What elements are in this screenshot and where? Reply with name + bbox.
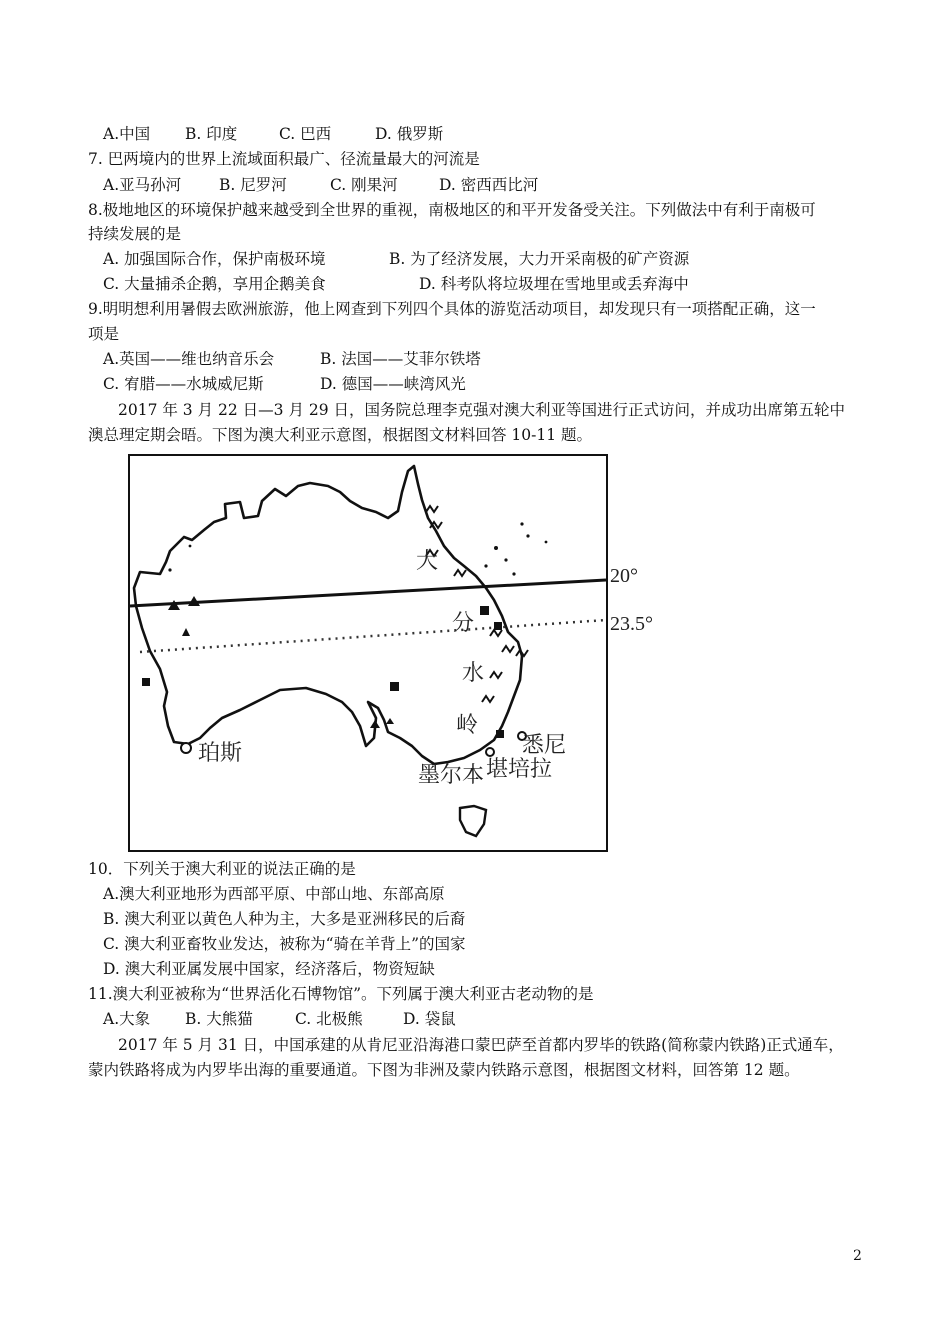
q10-option-c: C. 澳大利亚畜牧业发达，被称为“骑在羊背上”的国家 bbox=[103, 935, 466, 953]
q6-option-d: D. 俄罗斯 bbox=[375, 125, 444, 143]
q10-stem: 10．下列关于澳大利亚的说法正确的是 bbox=[88, 860, 356, 878]
q8-option-d: D. 科考队将垃圾埋在雪地里或丢弃海中 bbox=[419, 275, 689, 293]
q11-option-a: A.大象 bbox=[103, 1010, 151, 1028]
map-label-fen: 分 bbox=[452, 611, 475, 636]
q7-stem: 7. 巴两境内的世界上流域面积最广、径流量最大的河流是 bbox=[88, 150, 480, 168]
tasmania-outline bbox=[460, 806, 486, 836]
q9-options-row2 bbox=[103, 374, 466, 394]
latitude-20-line bbox=[130, 580, 606, 606]
intro2-line2: 蒙内铁路将成为内罗毕出海的重要通道。下图为非洲及蒙内铁路示意图，根据图文材料，回答第 12 题。 bbox=[88, 1061, 800, 1079]
island-dots bbox=[168, 522, 547, 575]
q11-option-d: D. 袋鼠 bbox=[403, 1010, 456, 1028]
q6-options bbox=[103, 124, 443, 144]
q7-option-a: A.亚马孙河 bbox=[103, 176, 182, 194]
intro2-line1: 2017 年 5 月 31 日，中国承建的从肯尼亚沿海港口蒙巴萨至首都内罗毕的铁路(简称蒙内铁路)正式通车， bbox=[118, 1036, 844, 1054]
q8-option-c: C. 大量捕杀企鹅，享用企鹅美食 bbox=[103, 275, 326, 293]
q11-options bbox=[103, 1009, 456, 1029]
q10-option-a: A.澳大利亚地形为西部平原、中部山地、东部高原 bbox=[103, 885, 445, 903]
mineral-squares bbox=[142, 606, 504, 738]
q8-stem-line1: 8.极地地区的环境保护越来越受到全世界的重视，南极地区的和平开发备受关注。下列做法中有利于南极可 bbox=[88, 201, 816, 219]
q9-stem-line2: 项是 bbox=[88, 325, 120, 343]
q11-stem: 11.澳大利亚被称为“世界活化石博物馆”。下列属于澳大利亚古老动物的是 bbox=[88, 985, 594, 1003]
q9-stem-line1: 9.明明想利用暑假去欧洲旅游，他上网查到下列四个具体的游览活动项目，却发现只有一项搭配正确，这一 bbox=[88, 300, 816, 318]
map-label-sydney: 悉尼 bbox=[522, 733, 567, 758]
map-label-canberra: 堪培拉 bbox=[486, 757, 553, 782]
intro1-line2: 澳总理定期会晤。下图为澳大利亚示意图，根据图文材料回答 10-11 题。 bbox=[88, 426, 593, 444]
q6-option-a: A.中国 bbox=[103, 125, 151, 143]
q10-option-d: D. 澳大利亚属发展中国家，经济落后，物资短缺 bbox=[103, 960, 435, 978]
page-number: 2 bbox=[853, 1248, 862, 1264]
q11-option-b: B. 大熊猫 bbox=[185, 1010, 253, 1028]
australia-map-svg bbox=[130, 456, 606, 850]
q6-option-c: C. 巴西 bbox=[279, 125, 332, 143]
q7-options bbox=[103, 175, 538, 195]
q8-stem-line2: 持续发展的是 bbox=[88, 225, 182, 243]
q8-option-b: B. 为了经济发展，大力开采南极的矿产资源 bbox=[389, 250, 690, 268]
q8-option-a: A. 加强国际合作，保护南极环境 bbox=[103, 250, 326, 268]
q7-option-c: C. 刚果河 bbox=[330, 176, 398, 194]
latitude-20-label: 20° bbox=[610, 565, 638, 587]
intro1-line1: 2017 年 3 月 22 日—3 月 29 日，国务院总理李克强对澳大利亚等国进行正式访问，并成功出席第五轮中 bbox=[118, 401, 846, 419]
q8-options-row2 bbox=[103, 274, 689, 294]
map-label-da: 大 bbox=[416, 549, 439, 574]
map-label-ling: 岭 bbox=[456, 713, 479, 738]
q7-option-d: D. 密西西比河 bbox=[439, 176, 539, 194]
q9-option-b: B. 法国——艾菲尔铁塔 bbox=[320, 350, 481, 368]
q10-option-b: B. 澳大利亚以黄色人种为主，大多是亚洲移民的后裔 bbox=[103, 910, 466, 928]
q6-option-b: B. 印度 bbox=[185, 125, 238, 143]
q9-option-a: A.英国——维也纳音乐会 bbox=[103, 350, 275, 368]
latitude-labels bbox=[606, 454, 666, 852]
q8-options-row1 bbox=[103, 249, 689, 269]
q7-option-b: B. 尼罗河 bbox=[219, 176, 287, 194]
q11-option-c: C. 北极熊 bbox=[295, 1010, 363, 1028]
mineral-triangles bbox=[168, 596, 394, 728]
tropic-line bbox=[140, 620, 606, 652]
map-label-melbourne: 墨尔本 bbox=[418, 763, 485, 788]
q9-option-d: D. 德国——峡湾风光 bbox=[320, 375, 466, 393]
map-label-perth: 珀斯 bbox=[198, 741, 243, 766]
latitude-labels-svg bbox=[606, 454, 666, 852]
tropic-label: 23.5° bbox=[610, 613, 653, 635]
q9-options-row1 bbox=[103, 349, 481, 369]
australia-map bbox=[128, 454, 608, 852]
q9-option-c: C. 宥腊——水城威尼斯 bbox=[103, 375, 264, 393]
map-label-shui: 水 bbox=[462, 661, 485, 686]
